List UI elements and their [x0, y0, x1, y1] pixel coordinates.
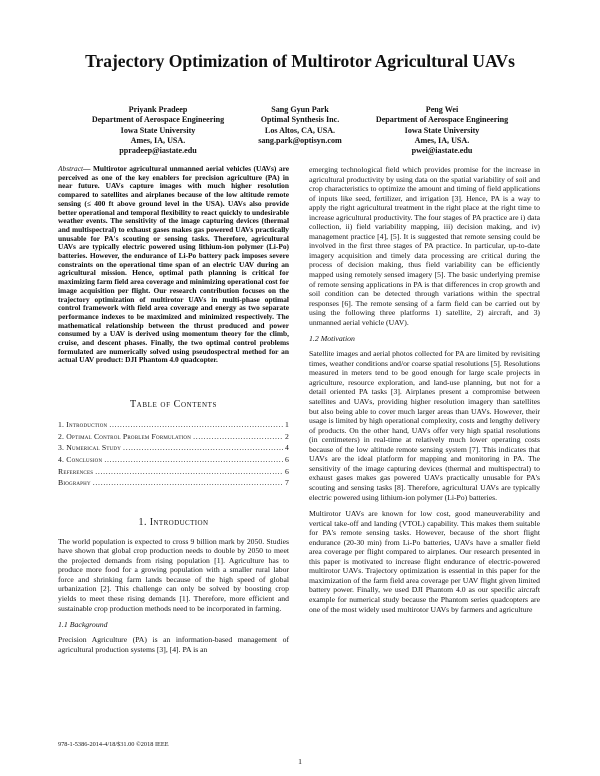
toc-leader — [193, 431, 283, 443]
paper-title: Trajectory Optimization of Multirotor Agricultural UAVs — [85, 51, 515, 71]
author-email: ppradeep@iastate.edu — [119, 146, 197, 156]
paragraph: The world population is expected to cross 9 billion mark by 2050. Studies have shown that global crop production needs to double by 2050 to meet the projected demands from rising population [1]. Agriculture has to produce more food for a growing population with a smaller rural labor force and shrinking farm lands because of the high speed of global urbanization [2]. This challenge can only be solved by boosting crop yields to meet these rising demands [1]. Therefore, more efficient and sustainable crop production methods need to be incorporated in farming. — [58, 536, 289, 613]
toc-entry-label: 1. Introduction — [58, 420, 108, 430]
subsection-heading-background: 1.1 Background — [58, 620, 108, 630]
right-column — [309, 165, 540, 621]
author-dept: Department of Aerospace Engineering — [375, 115, 509, 125]
toc-entry-page: 2 — [284, 431, 289, 441]
toc-entry-label: References — [58, 466, 94, 476]
toc-leader — [109, 419, 283, 431]
author-org: Iowa State University — [120, 125, 196, 135]
abstract-lead: Abstract — [58, 164, 84, 173]
toc-leader — [93, 477, 283, 489]
paragraph: Multirotor UAVs are known for low cost, good maneuverability and vertical take-off and landing (VTOL) capability. This makes them suitable for PA's remote sensing tasks. However, because of the short flight endurance (20-30 min) from Li-Po batteries, UAVs have a smaller field area coverage per flight compared to airplanes. Our research presented in this paper is motivated to increase flight endurance of electric-powered multirotor UAVs. Trajectory optimization is essential in this paper for the maximization of the farm field area coverage per UAV flight given limited battery power. Finally, we used DJI Phantom 4.0 as our specific aircraft example for numerical study because the Phantom series quadcopters are one of the most widely used multirotor UAVs by farmers and agriculture — [309, 509, 540, 614]
toc-entry[interactable] — [58, 477, 289, 489]
page-number: 1 — [298, 757, 302, 766]
paragraph: Satellite images and aerial photos collected for PA are limited by revisiting times, weather conditions and/or coarse spatial resolutions [5]. Resolutions measured in meters tend to be good enough for large scale projects in agriculture, resource exploration, and land-use planning, but not for a detail oriented PA tasks [3]. Airplanes present a compromise between satellites and UAVs, providing higher resolution imagery than satellites but also being able to cover much larger areas than UAVs. However, their usage is limited by high operational complexity, costs and lengthy delivery of products. On the other hand, UAVs offer very high spatial resolutions (in centimeters) in real-time at relatively much lower operating costs because of the low altitude remote sensing system [7]. This indicates that UAVs are the ideal platform for mapping and monitoring in PA. The sensitivity of the image capturing devices (thermal and multispectral) to exhaust gases makes gas powered UAVs practically unusable for PA's scouting and sensing tasks [8]. Therefore, agricultural UAVs are typically electric powered using lithium-ion polymer (Li-Po) batteries. — [309, 349, 540, 502]
copyright-notice: 978-1-5386-2014-4/18/$31.00 ©2018 IEEE — [58, 741, 169, 748]
author-block-3 — [342, 105, 542, 156]
toc-entry-label: 4. Conclusion — [58, 454, 103, 464]
author-name: Peng Wei — [425, 105, 459, 114]
toc-leader — [95, 466, 283, 478]
toc-entry-page: 7 — [284, 478, 289, 488]
toc-leader — [123, 442, 283, 454]
abstract-text: — Multirotor agricultural unmanned aerial vehicles (UAVs) are perceived as one of the key enablers for precision agriculture (PA) in near future. UAVs capture images with much higher resolution compared to satellites and airplanes because of the low altitude remote sensing (≤ 400 ft above ground level in the USA). UAVs also provide better operational and temporal flexibility to react quickly to undesirable weather events. The sensitivity of the image capturing devices (thermal and multispectral) to exhaust gases makes gas powered UAVs practically unusable for PA's scouting or sensing tasks. Therefore, agricultural UAVs are typically electric powered using lithium-ion polymer (Li-Po) batteries. However, the endurance of Li-Po battery pack imposes severe constraints on the operational time span of an electric UAV during an agricultural mission. Hence, optimal path planning is critical for maximizing farm field area coverage and minimizing operational cost for image acquisition per flight. Our research contribution focuses on the trajectory optimization of multirotor UAVs in multi-phase optimal control framework with field area coverage and energy as two separate performance indexes to be maximized and minimized respectively. The mathematical relationship between the thrust produced and power consumed by a UAV is derived using momentum theory for the climb, cruise, and descent phases. Finally, the two optimal control problems formulated are numerically solved using pseudospectral method for an actual UAV product: DJI Phantom 4.0 quadcopter. — [58, 164, 289, 365]
toc-entry-page: 6 — [284, 454, 289, 464]
toc-entry-label: 3. Numerical Study — [58, 443, 122, 453]
abstract — [58, 165, 289, 365]
toc-entry[interactable] — [58, 466, 289, 478]
author-addr: Ames, IA, USA. — [414, 135, 470, 145]
paragraph: emerging technological field which provides promise for the increase in agricultural productivity by using data on the spatial variability of soil and crop characteristics to optimize the amount and timing of field applications of inputs like seed, fertilizer, and irrigation [3]. Hence, PA is a way to apply the right agricultural treatment in the right place at the right time to increase agricultural productivity. The four stages of PA practice are i) data collection, ii) field variability mapping, iii) decision making, and iv) management practice [4], [5]. It is suggested that remote sensing could be involved in the first three stages of PA practice. In particular, up-to-date imagery acquisition and timely data processing are critical during the process of decision making, thus field variability can be efficiently mapped using remotely sensed imagery [5]. The basic underlying premise of remote sensing applications in PA is that differences in crop growth and soil condition can be detected through variations within the spectral responses [6]. The remote sensing of a farm field can be carried out by using the following three platforms 1) satellite, 2) aircraft, and 3) unmanned aerial vehicle (UAV). — [309, 165, 540, 327]
toc-leader — [104, 454, 283, 466]
section-heading-introduction: 1. Introduction — [138, 516, 209, 528]
author-addr: Ames, IA, USA. — [130, 135, 186, 145]
author-org: Iowa State University — [404, 125, 480, 135]
toc-entry[interactable] — [58, 454, 289, 466]
author-dept: Optimal Synthesis Inc. — [260, 115, 340, 125]
author-name: Priyank Pradeep — [128, 105, 188, 114]
toc-entry[interactable] — [58, 442, 289, 454]
toc-entry[interactable] — [58, 431, 289, 443]
author-email: sang.park@optisyn.com — [258, 135, 342, 145]
left-column — [58, 165, 289, 661]
author-org: Los Altos, CA, USA. — [264, 125, 336, 135]
toc-entry-page: 6 — [284, 466, 289, 476]
toc-entry-page: 4 — [284, 443, 289, 453]
author-name: Sang Gyun Park — [271, 105, 329, 114]
paragraph: Precision Agriculture (PA) is an information-based management of agricultural production systems [3], [4]. PA is an — [58, 635, 289, 654]
subsection-heading-motivation: 1.2 Motivation — [309, 334, 355, 344]
author-dept: Department of Aerospace Engineering — [91, 115, 225, 125]
table-of-contents — [58, 419, 289, 489]
toc-entry-page: 1 — [284, 420, 289, 430]
author-email: pwei@iastate.edu — [411, 146, 473, 156]
toc-entry-label: 2. Optimal Control Problem Formulation — [58, 431, 192, 441]
toc-title: Table of Contents — [129, 399, 218, 411]
toc-entry-label: Biography — [58, 478, 91, 488]
toc-entry[interactable] — [58, 419, 289, 431]
